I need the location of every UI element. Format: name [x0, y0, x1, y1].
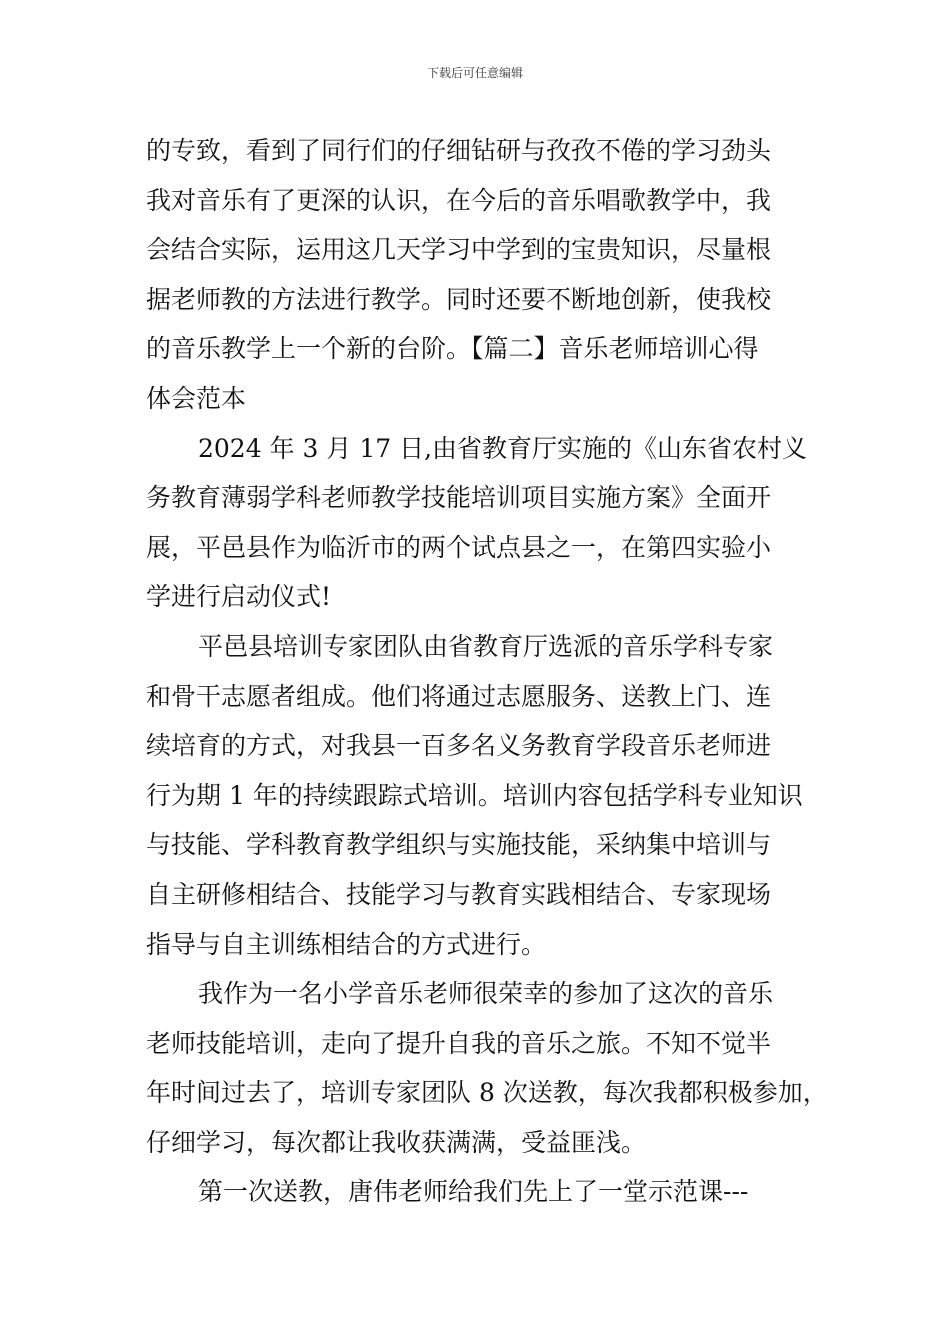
paragraph-3 — [146, 622, 811, 969]
text-line: 第一次送教，唐伟老师给我们先上了一堂示范课--- — [198, 1177, 749, 1207]
document-body — [146, 126, 828, 1217]
text-line: 据老师教的方法进行教学。同时还要不断地创新，使我校 — [146, 284, 772, 314]
paragraph-5 — [146, 1167, 811, 1217]
text-line: 指导与自主训练相结合的方式进行。 — [146, 929, 547, 959]
text-line: 和骨干志愿者组成。他们将通过志愿服务、送教上门、连 — [146, 681, 772, 711]
page-header: 下载后可任意编辑 — [426, 66, 523, 80]
text-line: 的专致，看到了同行们的仔细钻研与孜孜不倦的学习劲头 — [146, 136, 772, 165]
text-line: 续培育的方式，对我县一百多名义务教育学段音乐老师进 — [146, 731, 772, 761]
text-line: 2024 年 3 月 17 日,由省教育厅实施的《山东省农村义 — [198, 433, 808, 463]
text-line: 自主研修相结合、技能学习与教育实践相结合、专家现场 — [146, 879, 772, 909]
text-line: 的音乐教学上一个新的台阶。【篇二】音乐老师培训心得 — [146, 334, 759, 364]
text-line: 我对音乐有了更深的认识，在今后的音乐唱歌教学中，我 — [146, 185, 772, 215]
text-line: 年时间过去了，培训专家团队 8 次送教，每次我都积极参加， — [146, 1078, 828, 1108]
paragraph-4 — [146, 969, 828, 1167]
paragraph-2 — [146, 424, 811, 622]
text-line: 体会范本 — [146, 383, 247, 413]
text-line: 我作为一名小学音乐老师很荣幸的参加了这次的音乐 — [198, 979, 774, 1009]
paragraph-1 — [146, 126, 811, 424]
text-line: 务教育薄弱学科老师教学技能培训项目实施方案》全面开 — [146, 483, 772, 513]
text-line: 会结合实际，运用这几天学习中学到的宝贵知识，尽量根 — [146, 235, 772, 265]
text-line: 平邑县培训专家团队由省教育厅选派的音乐学科专家 — [198, 631, 774, 661]
text-line: 行为期 1 年的持续跟踪式培训。培训内容包括学科专业知识 — [146, 780, 803, 810]
text-line: 仔细学习，每次都让我收获满满，受益匪浅。 — [146, 1127, 647, 1157]
text-line: 学进行启动仪式! — [146, 582, 332, 612]
text-line: 与技能、学科教育教学组织与实施技能，采纳集中培训与 — [146, 830, 772, 860]
text-line: 展，平邑县作为临沂市的两个试点县之一，在第四实验小 — [146, 532, 772, 562]
text-line: 老师技能培训，走向了提升自我的音乐之旅。不知不觉半 — [146, 1028, 772, 1058]
